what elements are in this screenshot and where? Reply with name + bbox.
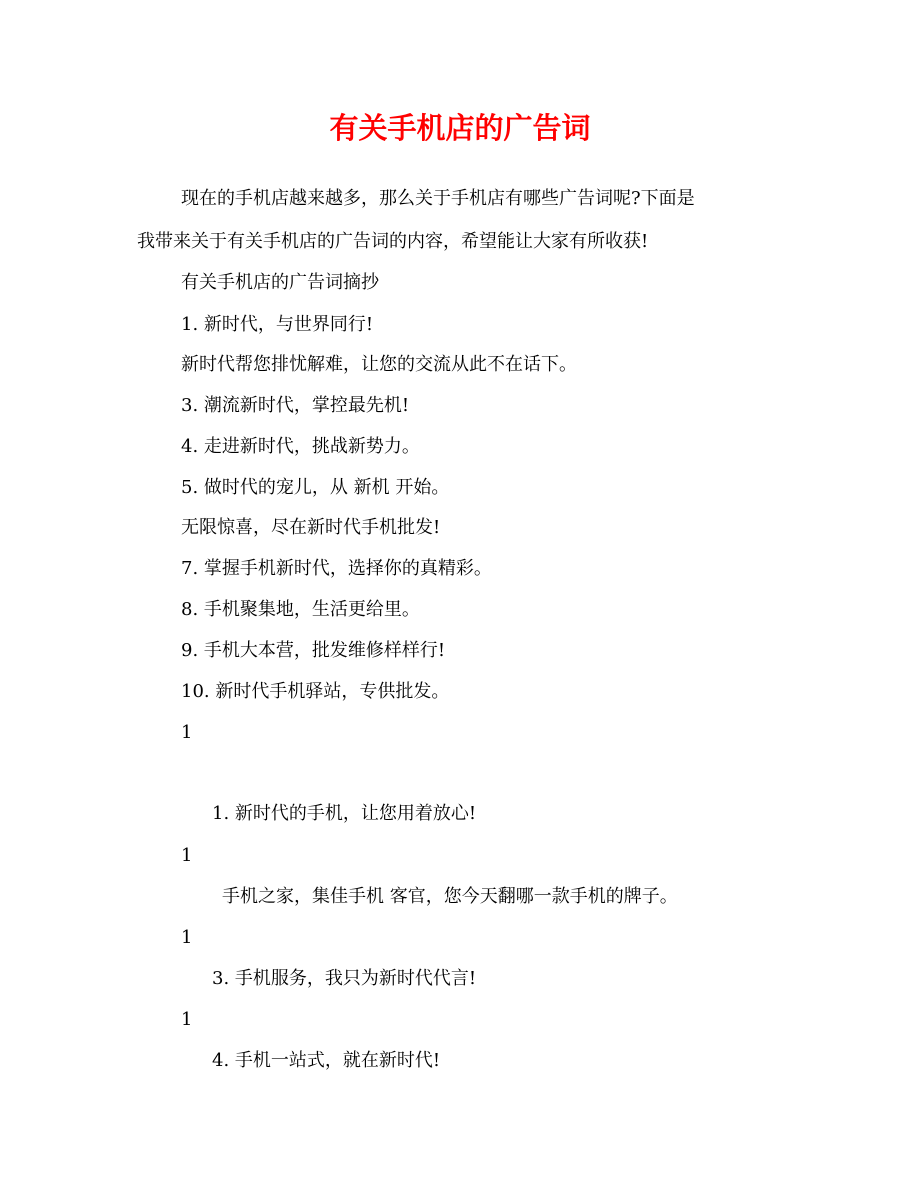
list-marker: 1 [181, 1009, 193, 1030]
slogan-item: 3. 手机服务，我只为新时代代言! [212, 968, 477, 989]
slogan-item: 1. 新时代，与世界同行! [181, 314, 374, 335]
slogan-item: 4. 走进新时代，挑战新势力。 [181, 436, 420, 457]
slogan-item: 1. 新时代的手机，让您用着放心! [212, 803, 477, 824]
slogan-item: 手机之家，集佳手机 客官，您今天翻哪一款手机的牌子。 [222, 886, 678, 907]
slogan-item: 5. 做时代的宠儿，从 新机 开始。 [181, 477, 450, 498]
slogan-item: 无限惊喜，尽在新时代手机批发! [181, 517, 441, 538]
slogan-item: 新时代帮您排忧解难，让您的交流从此不在话下。 [181, 354, 577, 375]
intro-paragraph-line-1: 现在的手机店越来越多，那么关于手机店有哪些广告词呢?下面是 [181, 188, 695, 209]
page-title: 有关手机店的广告词 [329, 111, 591, 145]
slogan-item: 8. 手机聚集地，生活更给里。 [181, 599, 420, 620]
slogan-item: 9. 手机大本营，批发维修样样行! [181, 640, 446, 661]
list-marker: 1 [181, 722, 193, 743]
list-marker: 1 [181, 845, 193, 866]
slogan-item: 4. 手机一站式，就在新时代! [212, 1050, 441, 1071]
slogan-item: 7. 掌握手机新时代，选择你的真精彩。 [181, 558, 492, 579]
intro-paragraph-line-2: 我带来关于有关手机店的广告词的内容，希望能让大家有所收获! [137, 231, 649, 252]
section-heading: 有关手机店的广告词摘抄 [181, 272, 379, 293]
slogan-item: 10. 新时代手机驿站，专供批发。 [181, 681, 450, 702]
slogan-item: 3. 潮流新时代，掌控最先机! [181, 395, 410, 416]
list-marker: 1 [181, 927, 193, 948]
